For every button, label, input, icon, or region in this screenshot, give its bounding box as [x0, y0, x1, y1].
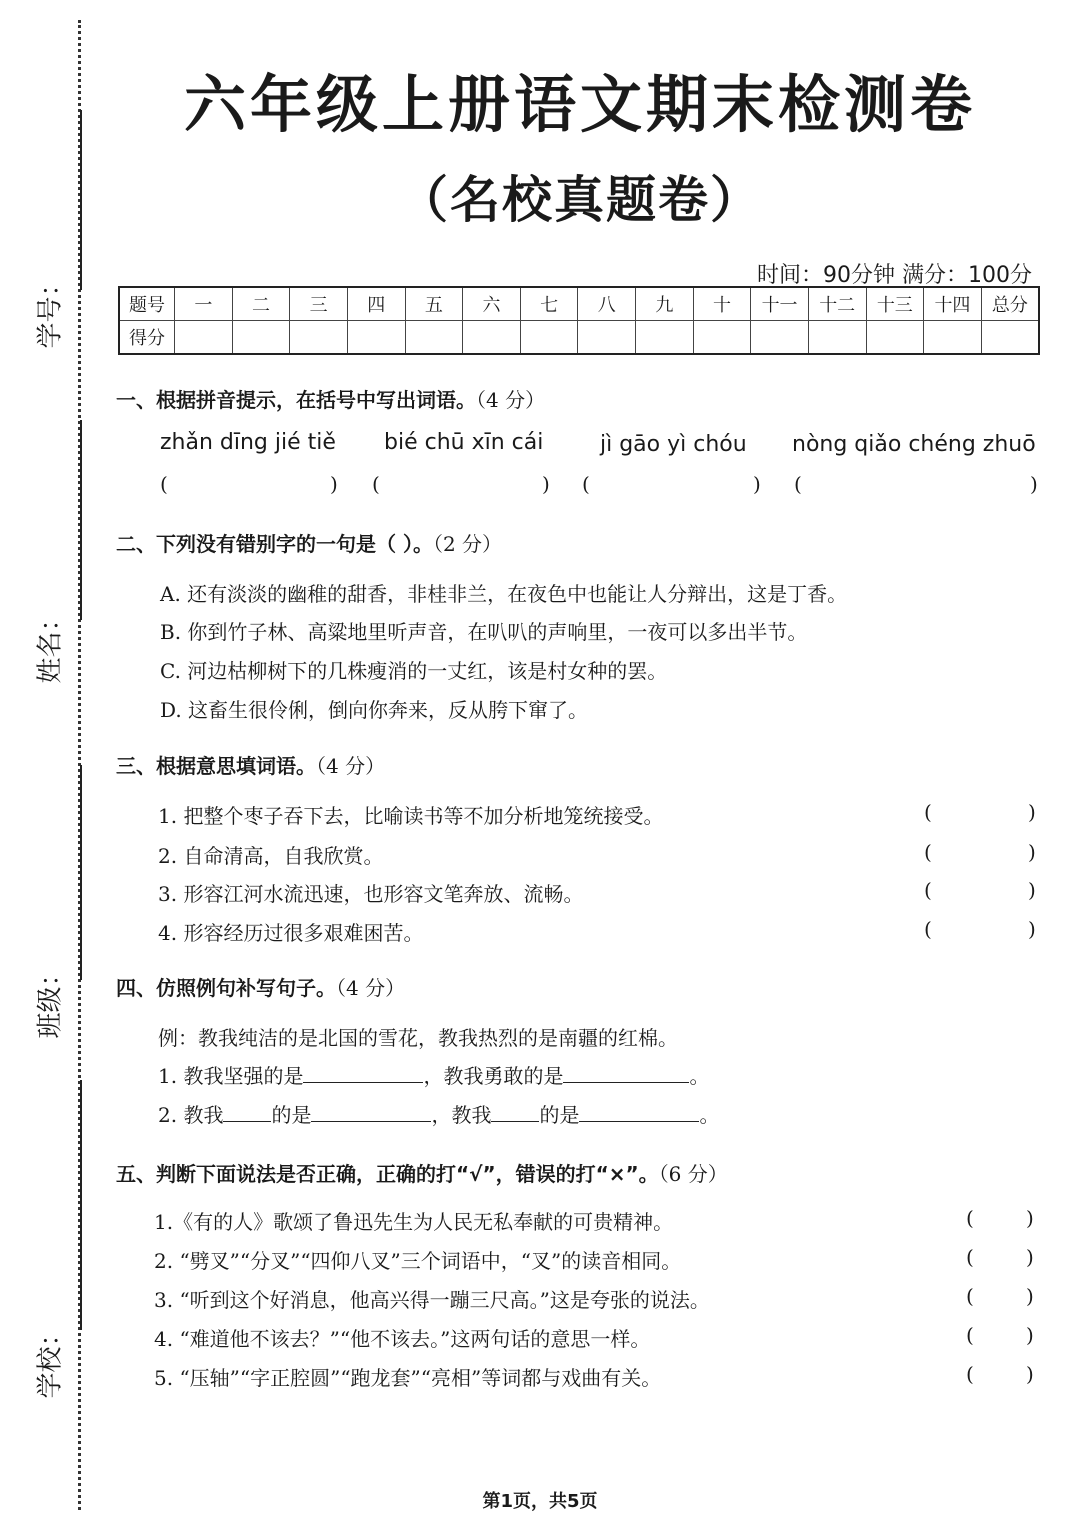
- q4-blank-5[interactable]: [491, 1103, 539, 1122]
- score-col-4: 四: [347, 287, 405, 321]
- score-col-5: 五: [405, 287, 463, 321]
- score-col-6: 六: [463, 287, 521, 321]
- q1-answer-close-2: ): [542, 472, 550, 496]
- q4-line-1-part-a: 1. 教我坚强的是: [158, 1064, 304, 1088]
- q1-answer-close-4: ): [1030, 472, 1038, 496]
- score-col-13: 十三: [866, 287, 924, 321]
- score-table-header-row: [119, 287, 1039, 321]
- q3-item-2: 2. 自命清高，自我欣赏。: [158, 844, 384, 868]
- score-col-8: 八: [578, 287, 636, 321]
- q1-pinyin-2: bié chū xīn cái: [384, 430, 544, 455]
- score-cell[interactable]: [520, 321, 578, 355]
- score-col-2: 二: [232, 287, 290, 321]
- score-col-14: 十四: [924, 287, 982, 321]
- q2-option-b: B. 你到竹子林、高粱地里听声音，在叭叭的声响里，一夜可以多出半节。: [160, 620, 808, 644]
- exam-subtitle: （名校真题卷）: [398, 171, 762, 229]
- school-field: [28, 1080, 68, 1410]
- q1-points: （4 分）: [476, 388, 546, 412]
- q3-answer-open-2[interactable]: (: [924, 840, 932, 864]
- q5-answer-open-5[interactable]: (: [966, 1362, 974, 1386]
- q5-item-4: 4. “难道他不该去？”“他不该去。”这两句话的意思一样。: [154, 1327, 651, 1351]
- q2-heading-text: 二、下列没有错别字的一句是（ ）。: [116, 532, 433, 556]
- score-table-row-label: 题号: [119, 287, 175, 321]
- q3-answer-open-4[interactable]: (: [924, 917, 932, 941]
- q3-heading-text: 三、根据意思填词语。: [116, 754, 316, 778]
- q1-answer-open-3[interactable]: (: [582, 472, 590, 496]
- q5-answer-close-2: ): [1026, 1245, 1034, 1269]
- score-table-score-row: [119, 321, 1039, 355]
- score-col-total: 总分: [981, 287, 1039, 321]
- page-number: 第1页，共5页: [482, 1491, 598, 1512]
- school-line: [80, 1080, 82, 1330]
- score-col-12: 十二: [808, 287, 866, 321]
- q2-option-a: A. 还有淡淡的幽稚的甜香，非桂非兰，在夜色中也能让人分辩出，这是丁香。: [160, 582, 848, 606]
- score-table-row-label: 得分: [119, 321, 175, 355]
- score-cell[interactable]: [981, 321, 1039, 355]
- q5-answer-open-2[interactable]: (: [966, 1245, 974, 1269]
- score-cell[interactable]: [924, 321, 982, 355]
- q4-blank-1[interactable]: [303, 1064, 423, 1083]
- q1-answer-close-3: ): [753, 472, 761, 496]
- score-cell[interactable]: [636, 321, 694, 355]
- q1-pinyin-4: nòng qiǎo chéng zhuō: [792, 432, 1036, 457]
- q4-line-2-period: 。: [699, 1103, 720, 1127]
- q4-line-1-part-b: ，教我勇敢的是: [423, 1064, 564, 1088]
- q4-line-2-part-c: ，教我: [431, 1103, 492, 1127]
- q1-heading-text: 一、根据拼音提示，在括号中写出词语。: [116, 388, 476, 412]
- q3-answer-open-3[interactable]: (: [924, 878, 932, 902]
- score-col-3: 三: [290, 287, 348, 321]
- q3-answer-close-2: ): [1028, 840, 1036, 864]
- exam-time-score: 时间：90分钟 满分：100分: [757, 263, 1032, 288]
- q4-example: 例：教我纯洁的是北国的雪花，教我热烈的是南疆的红棉。: [158, 1026, 678, 1050]
- q1-heading: [116, 384, 545, 413]
- score-cell[interactable]: [808, 321, 866, 355]
- score-cell[interactable]: [693, 321, 751, 355]
- q5-answer-open-3[interactable]: (: [966, 1284, 974, 1308]
- q5-heading-text: 五、判断下面说法是否正确，正确的打“√”，错误的打“×”。: [116, 1162, 659, 1186]
- q4-points: （4 分）: [336, 976, 406, 1000]
- class-line: [80, 765, 82, 980]
- q5-item-3: 3. “听到这个好消息，他高兴得一蹦三尺高。”这是夸张的说法。: [154, 1288, 710, 1312]
- student-no-field: [28, 110, 68, 370]
- score-cell[interactable]: [290, 321, 348, 355]
- q5-heading: [116, 1158, 728, 1187]
- score-cell[interactable]: [866, 321, 924, 355]
- score-cell[interactable]: [751, 321, 809, 355]
- q5-answer-close-1: ): [1026, 1206, 1034, 1230]
- q5-item-2: 2. “劈叉”“分叉”“四仰八叉”三个词语中，“叉”的读音相同。: [154, 1249, 682, 1273]
- exam-title: 六年级上册语文期末检测卷: [183, 68, 976, 141]
- q4-line-2-part-a: 2. 教我: [158, 1103, 224, 1127]
- q3-answer-open-1[interactable]: (: [924, 800, 932, 824]
- score-cell[interactable]: [175, 321, 233, 355]
- q1-answer-open-4[interactable]: (: [794, 472, 802, 496]
- q5-answer-close-5: ): [1026, 1362, 1034, 1386]
- q2-heading: [116, 528, 502, 557]
- score-cell[interactable]: [232, 321, 290, 355]
- q3-item-3: 3. 形容江河水流迅速，也形容文笔奔放、流畅。: [158, 882, 584, 906]
- q3-answer-close-4: ): [1028, 917, 1036, 941]
- score-cell[interactable]: [405, 321, 463, 355]
- student-no-line: [80, 110, 82, 290]
- score-cell[interactable]: [347, 321, 405, 355]
- q3-heading: [116, 750, 385, 779]
- score-table: [118, 286, 1040, 355]
- q1-pinyin-3: jì gāo yì chóu: [600, 432, 747, 457]
- q4-blank-3[interactable]: [223, 1103, 271, 1122]
- q4-line-1: [158, 1060, 709, 1089]
- q4-blank-2[interactable]: [563, 1064, 689, 1083]
- q4-line-1-period: 。: [689, 1064, 710, 1088]
- q5-answer-open-4[interactable]: (: [966, 1323, 974, 1347]
- score-col-10: 十: [693, 287, 751, 321]
- q5-points: （6 分）: [658, 1162, 728, 1186]
- q5-item-5: 5. “压轴”“字正腔圆”“跑龙套”“亮相”等词都与戏曲有关。: [154, 1366, 662, 1390]
- class-label: 班级：: [35, 960, 66, 1039]
- score-cell[interactable]: [578, 321, 636, 355]
- q5-answer-close-4: ): [1026, 1323, 1034, 1347]
- score-cell[interactable]: [463, 321, 521, 355]
- q3-item-1: 1. 把整个枣子吞下去，比喻读书等不加分析地笼统接受。: [158, 804, 664, 828]
- q4-blank-6[interactable]: [579, 1103, 699, 1122]
- q4-heading: [116, 972, 405, 1001]
- name-line: [80, 420, 82, 620]
- q1-answer-open-1[interactable]: (: [160, 472, 168, 496]
- name-label: 姓名：: [35, 605, 66, 684]
- class-field: [28, 765, 68, 1065]
- score-col-11: 十一: [751, 287, 809, 321]
- q2-option-d: D. 这畜生很伶俐，倒向你奔来，反从胯下窜了。: [160, 698, 589, 722]
- q5-answer-open-1[interactable]: (: [966, 1206, 974, 1230]
- score-col-7: 七: [520, 287, 578, 321]
- q2-points: （2 分）: [432, 532, 503, 556]
- q4-heading-text: 四、仿照例句补写句子。: [116, 976, 336, 1000]
- q5-item-1: 1.《有的人》歌颂了鲁迅先生为人民无私奉献的可贵精神。: [154, 1210, 674, 1234]
- q4-line-2-part-b: 的是: [271, 1103, 312, 1127]
- name-field: [28, 420, 68, 710]
- q4-line-2: [158, 1099, 719, 1128]
- q1-answer-open-2[interactable]: (: [372, 472, 380, 496]
- student-no-label: 学号：: [35, 270, 66, 349]
- q3-item-4: 4. 形容经历过很多艰难困苦。: [158, 921, 424, 945]
- school-label: 学校：: [35, 1320, 66, 1399]
- q4-blank-4[interactable]: [311, 1103, 431, 1122]
- q1-answer-close-1: ): [330, 472, 338, 496]
- q5-answer-close-3: ): [1026, 1284, 1034, 1308]
- q1-pinyin-1: zhǎn dīng jié tiě: [160, 430, 336, 455]
- q4-line-2-part-d: 的是: [539, 1103, 580, 1127]
- score-col-1: 一: [175, 287, 233, 321]
- q3-answer-close-3: ): [1028, 878, 1036, 902]
- q3-points: （4 分）: [316, 754, 386, 778]
- q3-answer-close-1: ): [1028, 800, 1036, 824]
- score-col-9: 九: [636, 287, 694, 321]
- q2-option-c: C. 河边枯柳树下的几株瘦消的一丈红，该是村女种的罢。: [160, 659, 668, 683]
